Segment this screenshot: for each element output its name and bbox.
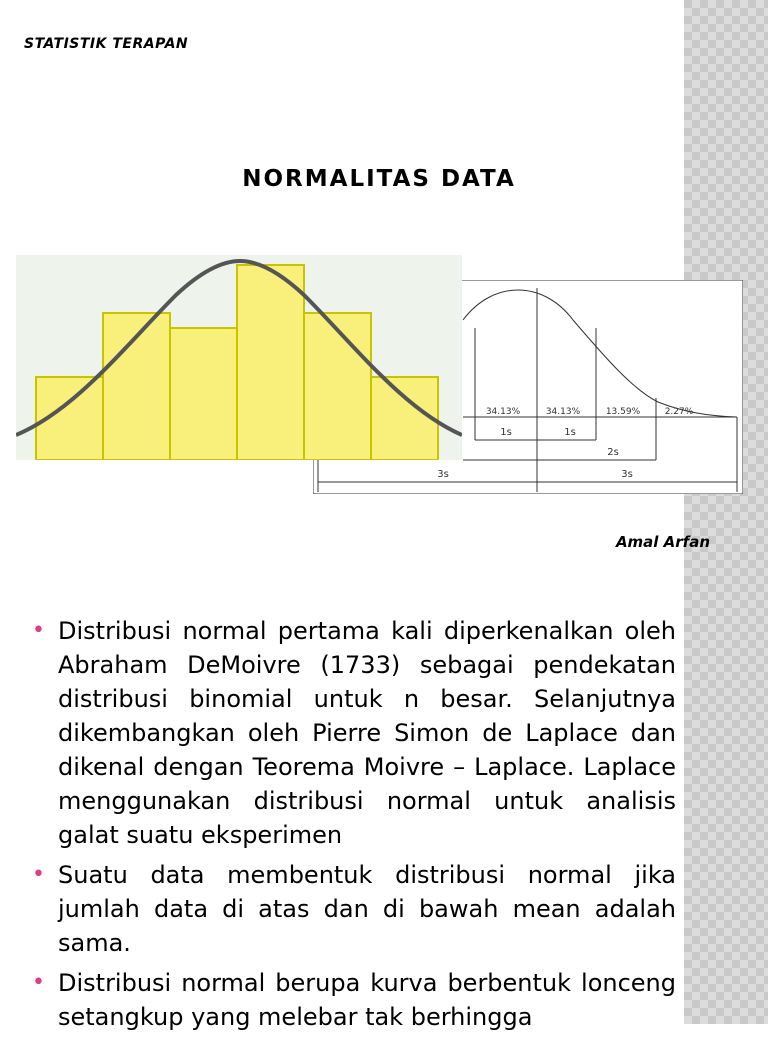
pct-label-1: 34.13% (485, 407, 521, 417)
histogram-bar-3 (170, 328, 237, 460)
course-label: STATISTIK TERAPAN (24, 36, 189, 52)
bullet-icon: • (32, 970, 45, 995)
span-label-2s: 2s (607, 447, 619, 458)
pct-label-2: 34.13% (545, 407, 581, 417)
side-pattern-panel (684, 0, 768, 1024)
span-label-3s-right: 3s (621, 469, 633, 480)
bullet-text: Distribusi normal pertama kali diperkenalkan oleh Abraham DeMoivre (1733) sebagai pendekatan distribusi binomial untuk n besar. Selanjutnya dikembangkan oleh Pierre Simon de Laplace dan dikenal dengan Teorema Moivre – Laplace. Laplace menggunakan distribusi normal untuk analisis galat suatu eksperimen (58, 617, 676, 849)
histogram-figure (16, 255, 462, 460)
span-label-3s-left: 3s (437, 469, 449, 480)
span-label-1s-right: 1s (564, 427, 576, 438)
span-label-1s-left: 1s (500, 427, 512, 438)
bullet-icon: • (32, 862, 45, 887)
histogram-bar-6 (371, 377, 438, 460)
bullet-list (32, 614, 676, 1040)
bullet-icon: • (32, 618, 45, 643)
slide-title: NORMALITAS DATA (242, 166, 516, 192)
bullet-text: Suatu data membentuk distribusi normal jika jumlah data di atas dan di bawah mean adalah sama. (58, 861, 676, 957)
bullet-text: Distribusi normal berupa kurva berbentuk lonceng setangkup yang melebar tak berhingga (58, 969, 676, 1031)
histogram-bar-5 (304, 313, 371, 460)
pct-label-3: 13.59% (605, 407, 641, 417)
bullet-item (32, 858, 676, 960)
pct-label-4: 2.27% (664, 407, 694, 417)
bullet-item (32, 614, 676, 852)
histogram-bar-4 (237, 265, 304, 460)
author-name: Amal Arfan (615, 533, 710, 551)
